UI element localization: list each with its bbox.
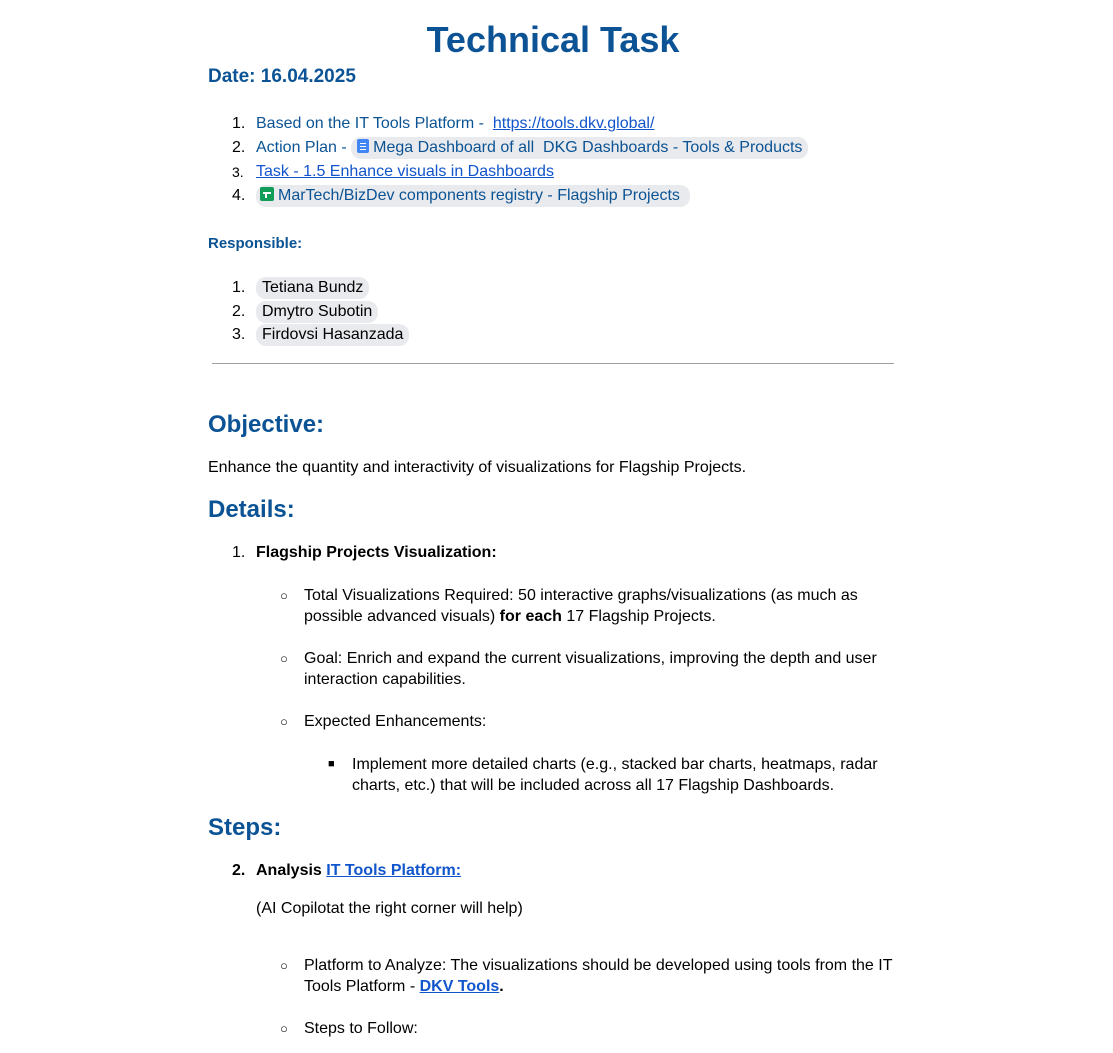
steps-heading: Steps:	[208, 814, 282, 841]
tools-platform-link[interactable]: https://tools.dkv.global/	[492, 115, 655, 132]
list-item: 1. Tetiana Bundz	[208, 276, 409, 300]
google-sheets-icon	[260, 187, 274, 201]
hollow-bullet-icon: ○	[280, 714, 288, 729]
details-item: 1. Flagship Projects Visualization:	[232, 544, 497, 561]
it-tools-platform-link[interactable]: IT Tools Platform:	[326, 862, 462, 879]
details-bullet-enhancements: ○ Expected Enhancements:	[280, 713, 487, 730]
steps-item: 2. Analysis IT Tools Platform:	[232, 862, 462, 879]
document-title: Technical Task	[426, 19, 680, 60]
hollow-bullet-icon: ○	[280, 651, 288, 666]
list-item: 2. Dmytro Subotin	[208, 300, 409, 324]
responsible-label: Responsible:	[208, 235, 303, 252]
list-item: 3. Task - 1.5 Enhance visuals in Dashboards	[232, 163, 554, 180]
person-chip[interactable]: Tetiana Bundz	[256, 277, 369, 299]
list-item: 1. Based on the IT Tools Platform - https://tools.dkv.global/	[232, 115, 655, 132]
details-bullet-goal: ○ Goal: Enrich and expand the current visualizations, improving the depth and user interaction capabilities.	[280, 650, 877, 688]
dkv-tools-link[interactable]: DKV Tools	[419, 978, 500, 995]
list-item: 2. Action Plan - Mega Dashboard of all DKG Dashboards - Tools & Products	[208, 136, 808, 160]
person-chip[interactable]: Firdovsi Hasanzada	[256, 324, 409, 346]
hollow-bullet-icon: ○	[280, 1021, 288, 1036]
task-link[interactable]: Task - 1.5 Enhance visuals in Dashboards	[256, 163, 554, 180]
horizontal-divider	[212, 363, 894, 364]
google-docs-icon	[357, 139, 369, 153]
hollow-bullet-icon: ○	[280, 958, 288, 973]
references-list	[208, 112, 808, 208]
steps-bullet-follow: ○ Steps to Follow:	[280, 1020, 418, 1037]
person-chip[interactable]: Dmytro Subotin	[256, 301, 378, 323]
square-bullet-icon: ■	[328, 758, 335, 770]
action-plan-chip[interactable]: Mega Dashboard of all DKG Dashboards - Tools & Products	[351, 137, 808, 159]
details-subbullet-charts: ■ Implement more detailed charts (e.g., stacked bar charts, heatmaps, radar charts, etc.) that will be included across all 17 Flagship Dashboards.	[328, 756, 878, 794]
details-bullet-total: ○ Total Visualizations Required: 50 interactive graphs/visualizations (as much as possible advanced visuals) for each 17 Flagship Projects.	[280, 587, 858, 625]
responsible-list	[208, 276, 409, 347]
document-date: Date: 16.04.2025	[208, 66, 356, 87]
steps-bullet-platform: ○ Platform to Analyze: The visualizations should be developed using tools from the IT Tools Platform - DKV Tools.	[280, 957, 893, 995]
registry-chip[interactable]: MarTech/BizDev components registry - Flagship Projects	[256, 185, 690, 207]
hollow-bullet-icon: ○	[280, 588, 288, 603]
steps-note: (AI Copilotat the right corner will help)	[256, 900, 523, 917]
objective-text: Enhance the quantity and interactivity of visualizations for Flagship Projects.	[208, 459, 747, 476]
details-heading: Details:	[208, 496, 295, 523]
objective-heading: Objective:	[208, 411, 325, 438]
list-item: 4. MarTech/BizDev components registry - Flagship Projects	[208, 184, 808, 208]
list-item: 3. Firdovsi Hasanzada	[208, 323, 409, 347]
